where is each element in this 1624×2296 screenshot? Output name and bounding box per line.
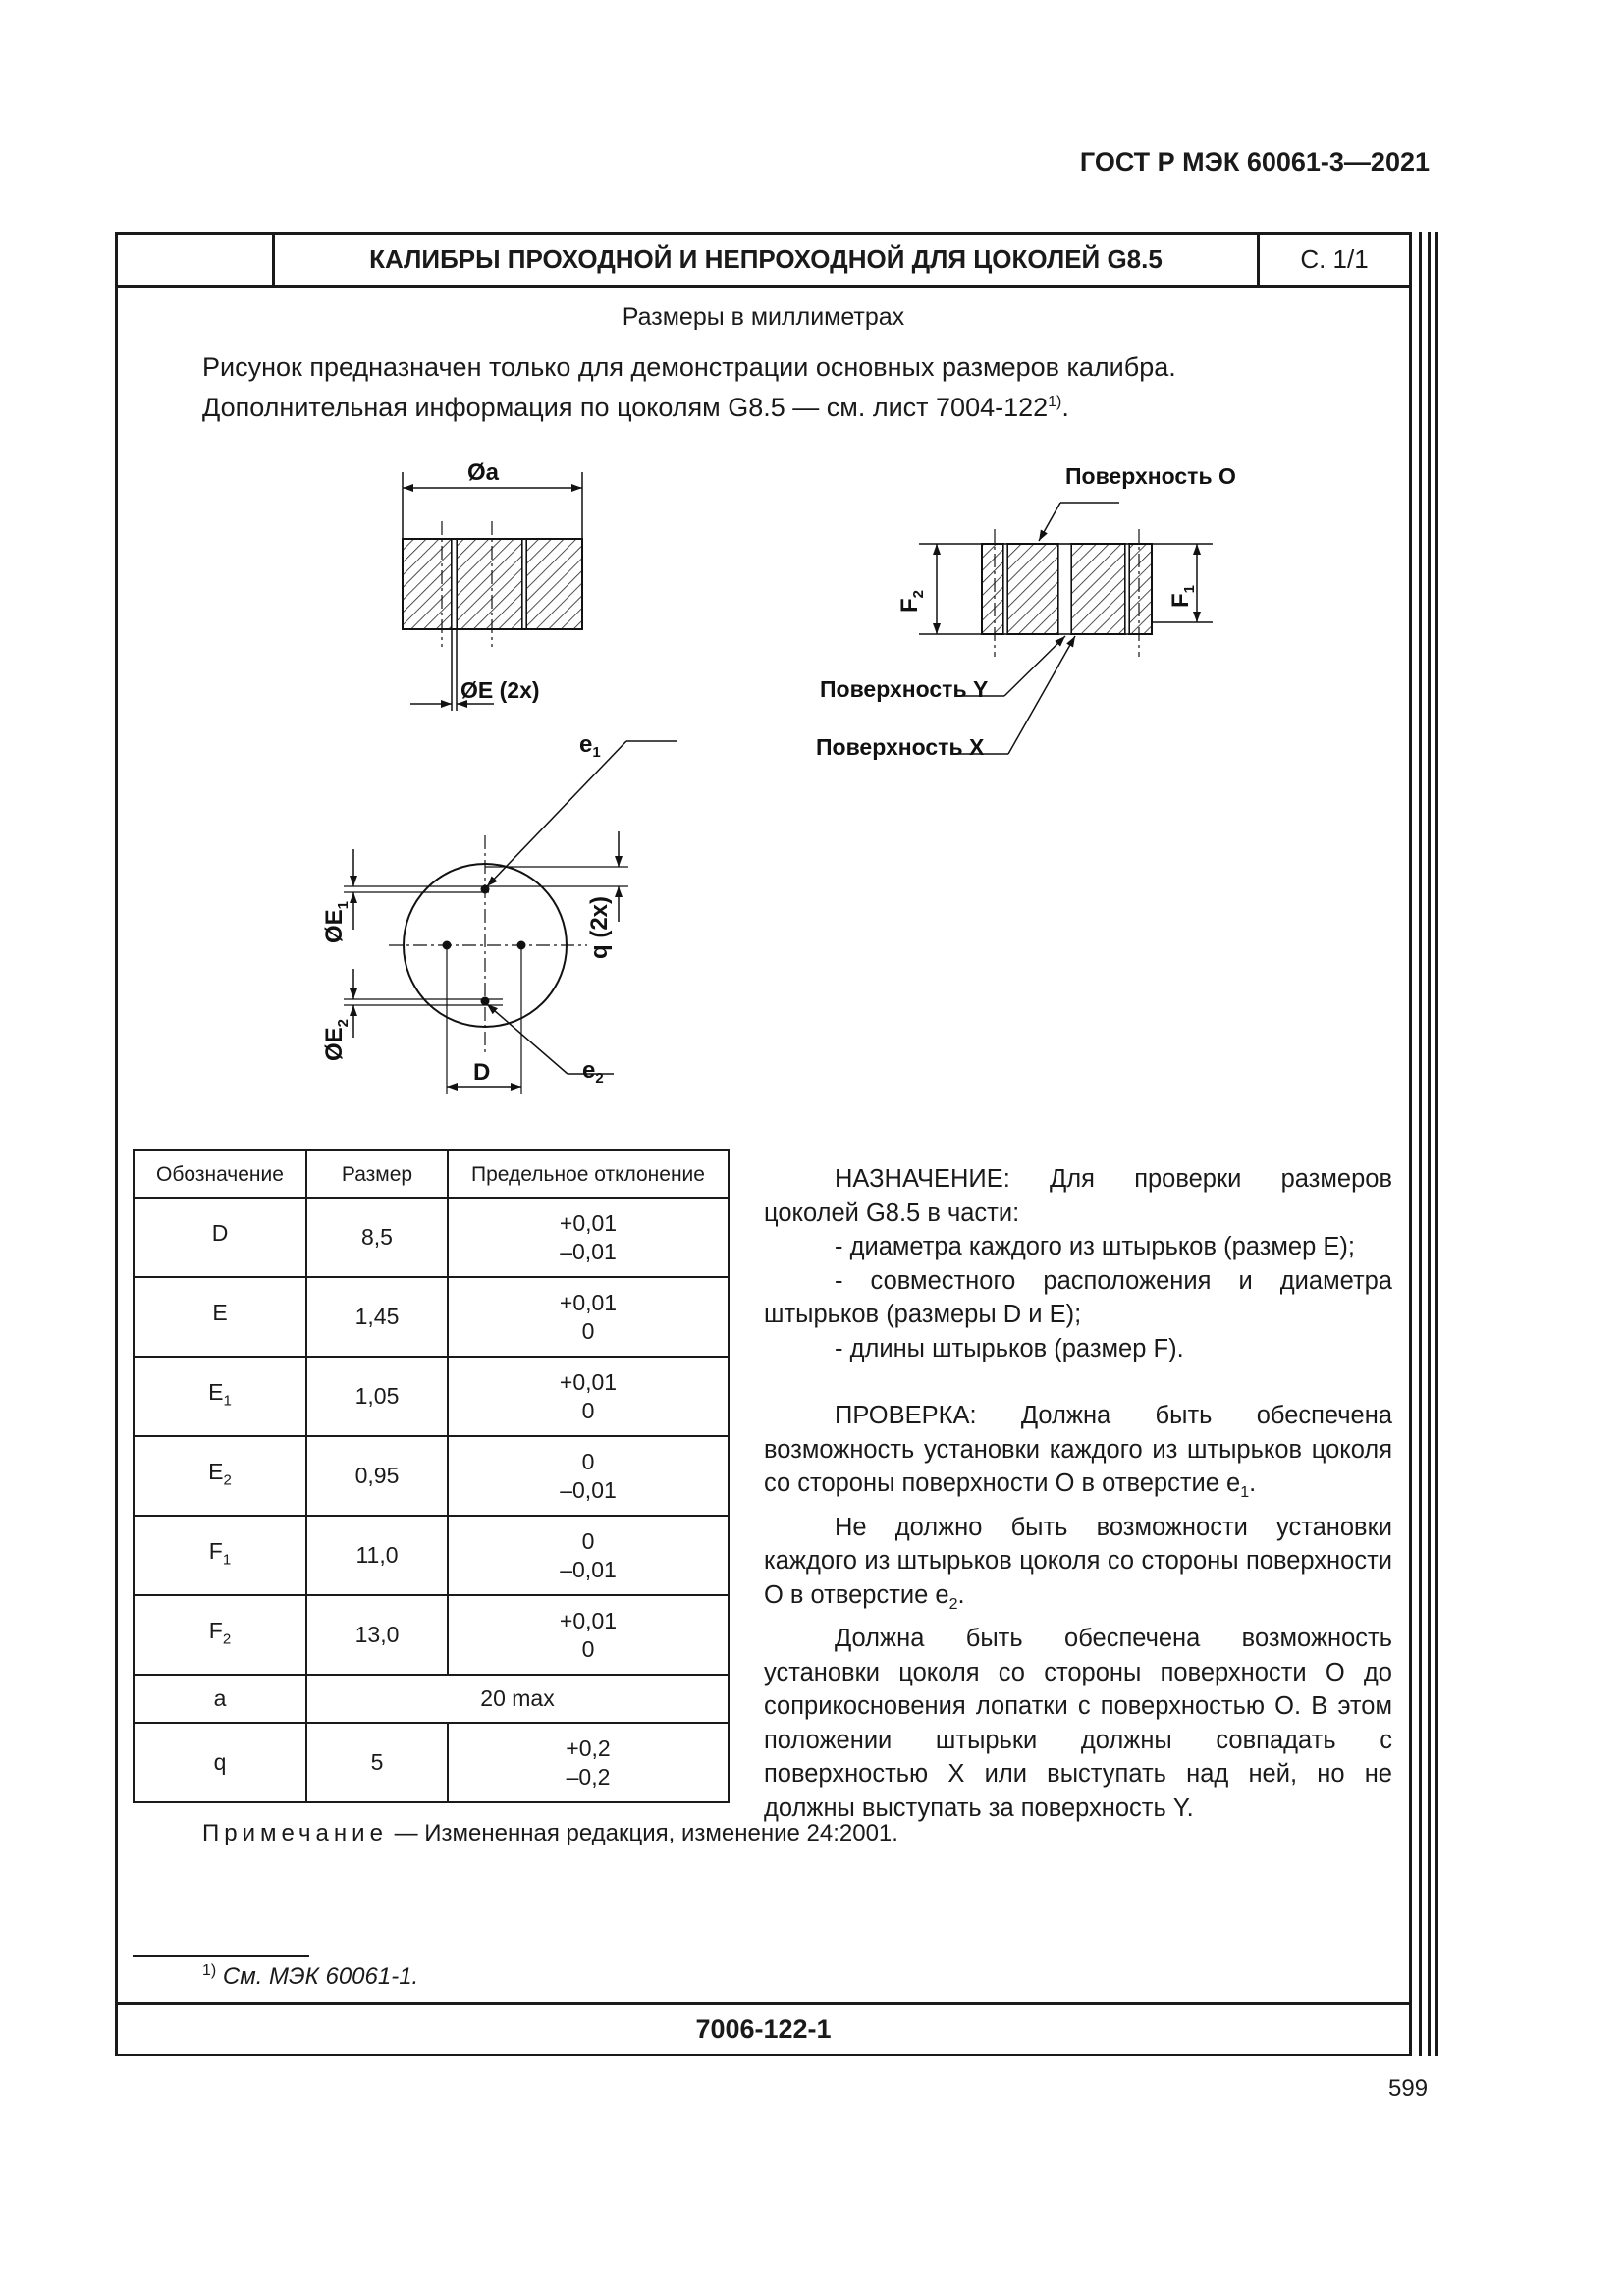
gauge-top-drawing (344, 741, 677, 1094)
label-f1: $F_1$ (1167, 584, 1198, 608)
table-row (134, 1357, 729, 1436)
cell-symbol: $F_1$ (134, 1516, 306, 1595)
table-row (134, 1277, 729, 1357)
pin-hole (522, 539, 526, 629)
side-body (1129, 544, 1152, 634)
sheet-page-indicator: С. 1/1 (1300, 244, 1369, 274)
table-row (134, 1595, 729, 1675)
cell-size: 5 (306, 1723, 448, 1802)
frame-rail (1435, 232, 1438, 2056)
dimensions-table (133, 1149, 730, 1803)
section-body (526, 539, 582, 629)
pin-slot (1058, 544, 1071, 634)
cell-symbol: a (134, 1675, 306, 1723)
label-dia-e1: $ØE_1$ (321, 900, 352, 943)
leader-surface-y (1004, 636, 1065, 696)
purpose-item: - длины штырьков (размер F). (835, 1334, 1184, 1362)
label-f2: $F_2$ (896, 589, 927, 613)
purpose-paragraph: НАЗНАЧЕНИЕ: Для проверки размеров цоколей G8.5 в части: (764, 1165, 1392, 1227)
cell-tolerance: +0,01 –0,01 (448, 1198, 729, 1277)
cell-symbol: $F_2$ (134, 1595, 306, 1675)
section-body (403, 539, 452, 629)
intro-line-2: Дополнительная информация по цоколям G8.5 — см. лист 7004-122$^{1)}$. (202, 393, 1069, 422)
side-body (1071, 544, 1125, 634)
cell-size: 13,0 (306, 1595, 448, 1675)
sheet-frame (115, 232, 1412, 2056)
footnote: $^{1)}$ См. МЭК 60061-1. (202, 1962, 419, 1990)
cell-merged-value: 20 max (306, 1675, 729, 1723)
cell-symbol: $E_1$ (134, 1357, 306, 1436)
table-row (134, 1198, 729, 1277)
check-paragraph: Не должно быть возможности установки каждого из штырьков цоколя со стороны поверхности О в отверстие $e_2$. (764, 1513, 1392, 1613)
cell-size: 1,45 (306, 1277, 448, 1357)
table-row (134, 1675, 729, 1723)
units-caption: Размеры в миллиметрах (622, 303, 905, 331)
cell-tolerance: 0 –0,01 (448, 1436, 729, 1516)
note (202, 1820, 898, 1847)
sheet-number: 7006-122-1 (118, 2002, 1409, 2054)
leader-surface-o (1039, 503, 1060, 541)
side-body (982, 544, 1003, 634)
cell-tolerance: +0,2 –0,2 (448, 1723, 729, 1802)
note-label: Примечание (202, 1820, 388, 1846)
label-dia-e: ØE (2x) (460, 677, 540, 703)
sheet-title: КАЛИБРЫ ПРОХОДНОЙ И НЕПРОХОДНОЙ ДЛЯ ЦОКОЛЕЙ G8.5 (275, 235, 1260, 285)
col-header-symbol: Обозначение (134, 1150, 306, 1198)
cell-size: 11,0 (306, 1516, 448, 1595)
label-dia-e2: $ØE_2$ (321, 1018, 352, 1061)
cell-tolerance: 0 –0,01 (448, 1516, 729, 1595)
gauge-side-drawing (919, 503, 1213, 754)
gauge-drawings (118, 235, 1409, 1118)
frame-rail (1419, 232, 1422, 2056)
label-q: q (2x) (586, 895, 613, 959)
pin-slot (1003, 544, 1007, 634)
page-number: 599 (1388, 2075, 1429, 2102)
leader-e1 (487, 741, 626, 886)
check-paragraph: ПРОВЕРКА: Должна быть обеспечена возможность установки каждого из штырьков цоколя со стороны поверхности О в отверстие $e_1$. (764, 1402, 1392, 1502)
col-header-size: Размер (306, 1150, 448, 1198)
cell-tolerance: +0,01 0 (448, 1277, 729, 1357)
cell-symbol: E (134, 1277, 306, 1357)
table-row (134, 1723, 729, 1802)
intro-line-1: Рисунок предназначен только для демонстрации основных размеров калибра. (202, 352, 1176, 382)
pin-hole (452, 539, 457, 629)
side-body (1007, 544, 1058, 634)
purpose-item: - диаметра каждого из штырьков (размер E); (835, 1233, 1355, 1260)
standard-designation: ГОСТ Р МЭК 60061-3—2021 (1079, 147, 1430, 177)
cell-symbol: q (134, 1723, 306, 1802)
cell-symbol: $E_2$ (134, 1436, 306, 1516)
cell-size: 0,95 (306, 1436, 448, 1516)
note-text: — Измененная редакция, изменение 24:2001. (387, 1820, 898, 1846)
purpose-item: - совместного расположения и диаметра штырьков (размеры D и E); (764, 1266, 1392, 1328)
label-surface-y: Поверхность Y (820, 676, 989, 702)
cell-tolerance: +0,01 0 (448, 1595, 729, 1675)
footnote-separator (133, 1955, 309, 1957)
cell-symbol: D (134, 1198, 306, 1277)
table-row (134, 1436, 729, 1516)
gauge-section-drawing (403, 472, 582, 711)
label-surface-o: Поверхность О (1065, 463, 1236, 489)
pin-slot (1125, 544, 1129, 634)
label-e1: $e_1$ (579, 731, 601, 761)
col-header-tolerance: Предельное отклонение (448, 1150, 729, 1198)
table-header-row (134, 1150, 729, 1198)
cell-tolerance: +0,01 0 (448, 1357, 729, 1436)
leader-surface-x (1008, 636, 1075, 754)
label-e2: $e_2$ (582, 1057, 604, 1087)
frame-rail (1428, 232, 1431, 2056)
check-paragraph: Должна быть обеспечена возможность установки цоколя со стороны поверхности О до соприкосновения лопатки с поверхностью О. В этом положении штырьки должны совпадать с поверхностью X или выступать над ней, но не должны выступать за поверхность Y. (764, 1625, 1392, 1822)
table-row (134, 1516, 729, 1595)
cell-size: 8,5 (306, 1198, 448, 1277)
label-surface-x: Поверхность X (816, 734, 985, 760)
cell-size: 1,05 (306, 1357, 448, 1436)
section-body (457, 539, 522, 629)
purpose-text (764, 1162, 1392, 1825)
label-dia-a: Øa (467, 459, 500, 486)
label-d: D (473, 1059, 491, 1086)
